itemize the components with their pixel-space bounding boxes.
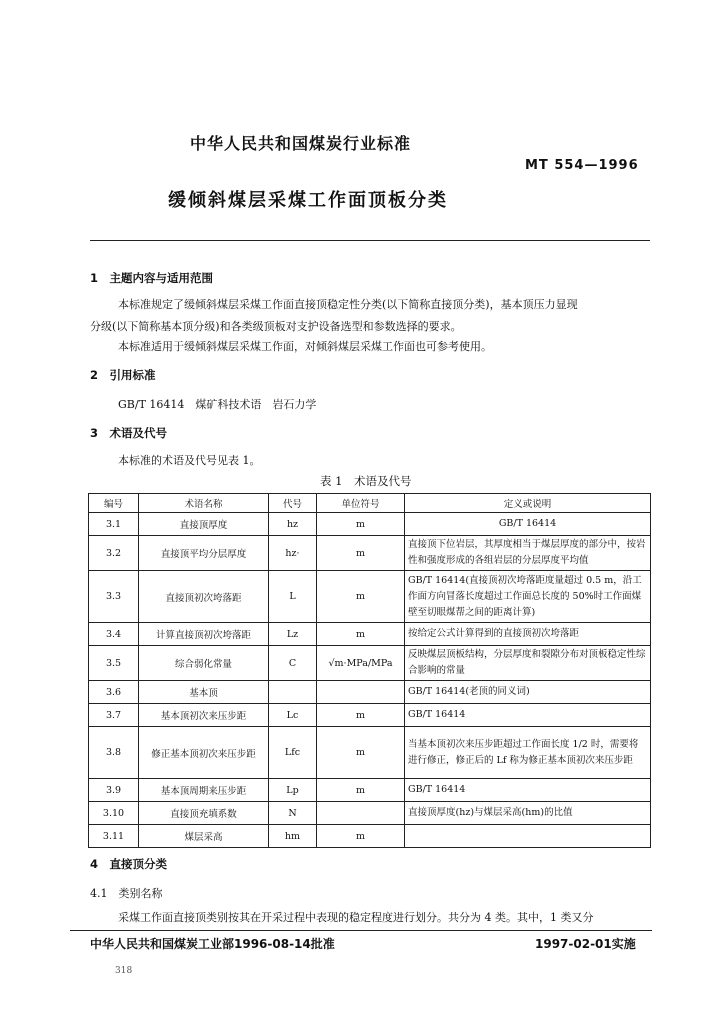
cell-term: 直接顶充填系数 (139, 802, 269, 825)
cell-no: 3.8 (89, 727, 139, 779)
header-symbol: 代号 (269, 494, 317, 513)
cell-term: 直接顶平均分层厚度 (139, 536, 269, 571)
table-row (89, 704, 651, 727)
header-definition: 定义或说明 (405, 494, 651, 513)
table-row (89, 623, 651, 646)
cell-term: 综合弱化常量 (139, 646, 269, 681)
cell-symbol: Lz (269, 623, 317, 646)
cell-definition: GB/T 16414 (405, 704, 651, 727)
cell-definition: 直接顶下位岩层，其厚度相当于煤层厚度的部分中，按岩性和强度形成的各组岩层的分层厚度平均值 (405, 536, 651, 571)
table-row (89, 571, 651, 623)
cell-unit: m (317, 623, 405, 646)
cell-symbol: Lc (269, 704, 317, 727)
table-row (89, 802, 651, 825)
cell-symbol: N (269, 802, 317, 825)
cell-term: 直接顶厚度 (139, 513, 269, 536)
issuing-organization: 中华人民共和国煤炭行业标准 (190, 134, 412, 153)
cell-symbol: Lp (269, 779, 317, 802)
cell-no: 3.6 (89, 681, 139, 704)
cell-symbol: hm (269, 825, 317, 848)
cell-unit: √m·MPa/MPa (317, 646, 405, 681)
cell-unit: m (317, 779, 405, 802)
section-3-paragraph: 本标准的术语及代号见表 1。 (118, 454, 261, 467)
cell-definition: 直接顶厚度(hz)与煤层采高(hm)的比值 (405, 802, 651, 825)
cell-term: 计算直接顶初次垮落距 (139, 623, 269, 646)
cell-unit (317, 802, 405, 825)
header-no: 编号 (89, 494, 139, 513)
cell-symbol: C (269, 646, 317, 681)
section-3-heading: 3 术语及代号 (90, 426, 168, 440)
cell-definition: 按给定公式计算得到的直接顶初次垮落距 (405, 623, 651, 646)
cell-no: 3.10 (89, 802, 139, 825)
cell-term: 基本顶初次来压步距 (139, 704, 269, 727)
cell-definition: 当基本顶初次来压步距超过工作面长度 1/2 时，需要将进行修正，修正后的 Lf 称为修正基本顶初次来压步距 (405, 727, 651, 779)
section-4-1-heading: 4.1 类别名称 (90, 887, 163, 900)
section-2-paragraph: GB/T 16414 煤矿科技术语 岩石力学 (118, 398, 317, 411)
header-unit: 单位符号 (317, 494, 405, 513)
table-row (89, 779, 651, 802)
section-1-paragraph-1-cont: 分级(以下简称基本顶分级)和各类级顶板对支护设备选型和参数选择的要求。 (90, 320, 462, 333)
cell-term: 煤层采高 (139, 825, 269, 848)
section-1-heading: 1 主题内容与适用范围 (90, 271, 214, 285)
cell-symbol: hz (269, 513, 317, 536)
cell-definition: GB/T 16414 (405, 513, 651, 536)
table-caption: 表 1 术语及代号 (320, 474, 412, 488)
cell-definition: GB/T 16414 (405, 779, 651, 802)
cell-unit: m (317, 571, 405, 623)
cell-term: 基本顶周期来压步距 (139, 779, 269, 802)
table-row (89, 825, 651, 848)
document-title: 缓倾斜煤层采煤工作面顶板分类 (168, 190, 448, 211)
header-term: 术语名称 (139, 494, 269, 513)
page-number: 318 (115, 966, 133, 976)
section-2-heading: 2 引用标准 (90, 368, 156, 382)
cell-term: 直接顶初次垮落距 (139, 571, 269, 623)
cell-definition: 反映煤层顶板结构，分层厚度和裂隙分布对顶板稳定性综合影响的常量 (405, 646, 651, 681)
table-row (89, 646, 651, 681)
terms-table (88, 493, 651, 848)
cell-no: 3.3 (89, 571, 139, 623)
cell-term: 修正基本顶初次来压步距 (139, 727, 269, 779)
cell-no: 3.11 (89, 825, 139, 848)
effective-date: 1997-02-01实施 (535, 937, 636, 951)
cell-unit: m (317, 704, 405, 727)
cell-symbol: Lfc (269, 727, 317, 779)
cell-symbol (269, 681, 317, 704)
table-row (89, 513, 651, 536)
table-row (89, 727, 651, 779)
header-rule (90, 240, 650, 241)
cell-no: 3.9 (89, 779, 139, 802)
cell-no: 3.2 (89, 536, 139, 571)
cell-definition (405, 825, 651, 848)
cell-no: 3.5 (89, 646, 139, 681)
approval-line: 中华人民共和国煤炭工业部1996-08-14批准 (90, 937, 335, 951)
cell-term: 基本顶 (139, 681, 269, 704)
table-header-row (89, 494, 651, 513)
cell-no: 3.4 (89, 623, 139, 646)
standard-number: MT 554—1996 (525, 158, 639, 173)
cell-unit: m (317, 513, 405, 536)
cell-no: 3.7 (89, 704, 139, 727)
cell-unit: m (317, 727, 405, 779)
cell-unit (317, 681, 405, 704)
table-row (89, 681, 651, 704)
table-row (89, 536, 651, 571)
cell-definition: GB/T 16414(老顶的同义词) (405, 681, 651, 704)
cell-unit: m (317, 536, 405, 571)
section-1-paragraph-1: 本标准规定了缓倾斜煤层采煤工作面直接顶稳定性分类(以下简称直接顶分类)，基本顶压力显现 (118, 298, 578, 311)
section-4-heading: 4 直接顶分类 (90, 857, 168, 871)
cell-no: 3.1 (89, 513, 139, 536)
section-4-1-paragraph: 采煤工作面直接顶类别按其在开采过程中表现的稳定程度进行划分。共分为 4 类。其中，1 类又分 (118, 911, 594, 924)
cell-unit: m (317, 825, 405, 848)
section-1-paragraph-2: 本标准适用于缓倾斜煤层采煤工作面，对倾斜煤层采煤工作面也可参考使用。 (118, 340, 492, 353)
cell-symbol: hz· (269, 536, 317, 571)
cell-symbol: L (269, 571, 317, 623)
footer-rule (70, 930, 652, 931)
cell-definition: GB/T 16414(直接顶初次垮落距度量超过 0.5 m，沿工作面方向冒落长度超过工作面总长度的 50%时工作面煤壁至切眼煤帮之间的距离计算) (405, 571, 651, 623)
